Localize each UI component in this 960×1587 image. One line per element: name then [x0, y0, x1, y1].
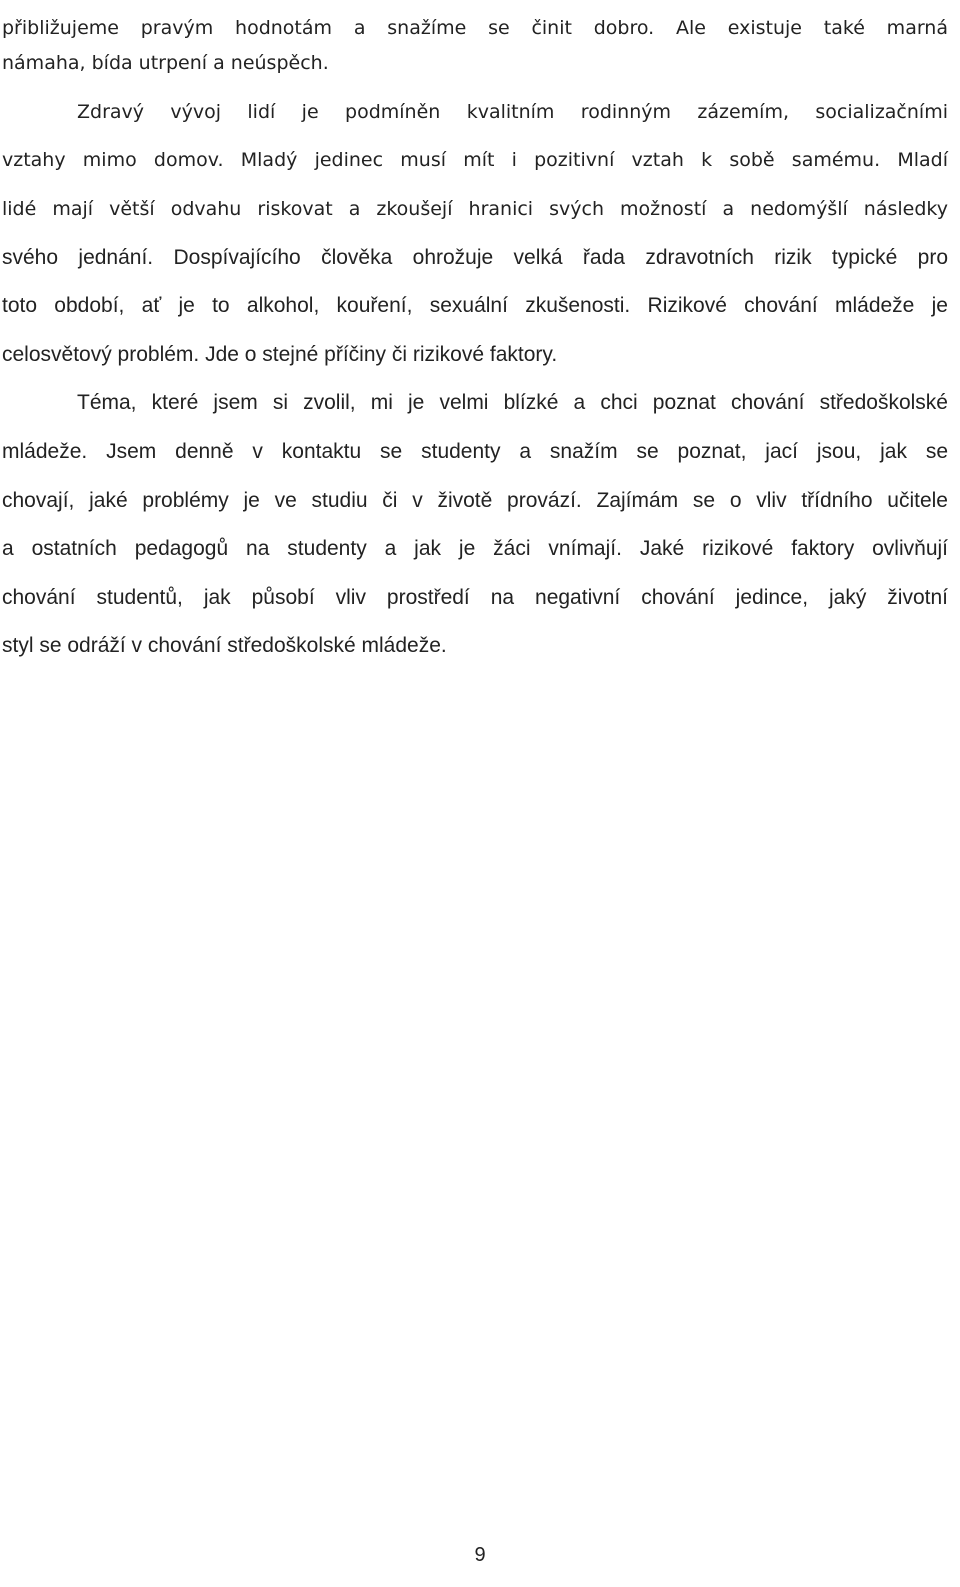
text-line: přibližujeme pravým hodnotám a snažíme se činit dobro. Ale existuje také marná: [2, 17, 948, 39]
text-line: styl se odráží v chování středoškolské mládeže.: [2, 634, 447, 657]
text-line: námaha, bída utrpení a neúspěch.: [2, 52, 329, 74]
text-line: Téma, které jsem si zvolil, mi je velmi blízké a chci poznat chování středoškolské: [77, 391, 948, 414]
text-line: celosvětový problém. Jde o stejné příčiny či rizikové faktory.: [2, 343, 558, 366]
text-line: chovají, jaké problémy je ve studiu či v životě provází. Zajímám se o vliv třídního učitele: [2, 489, 948, 512]
page-number: 9: [474, 1544, 486, 1566]
text-line: lidé mají větší odvahu riskovat a zkoušejí hranici svých možností a nedomýšlí následky: [2, 198, 948, 220]
text-line: vztahy mimo domov. Mladý jedinec musí mít i pozitivní vztah k sobě samému. Mladí: [2, 149, 948, 171]
text-line: Zdravý vývoj lidí je podmíněn kvalitním rodinným zázemím, socializačními: [77, 101, 948, 123]
text-line: mládeže. Jsem denně v kontaktu se studenty a snažím se poznat, jací jsou, jak se: [2, 440, 948, 463]
text-line: chování studentů, jak působí vliv prostředí na negativní chování jedince, jaký životní: [2, 586, 948, 609]
text-line: toto období, ať je to alkohol, kouření, sexuální zkušenosti. Rizikové chování mládeže je: [2, 294, 948, 317]
text-line: a ostatních pedagogů na studenty a jak je žáci vnímají. Jaké rizikové faktory ovlivňují: [2, 537, 948, 560]
text-line: svého jednání. Dospívajícího člověka ohrožuje velká řada zdravotních rizik typické pro: [2, 246, 948, 269]
